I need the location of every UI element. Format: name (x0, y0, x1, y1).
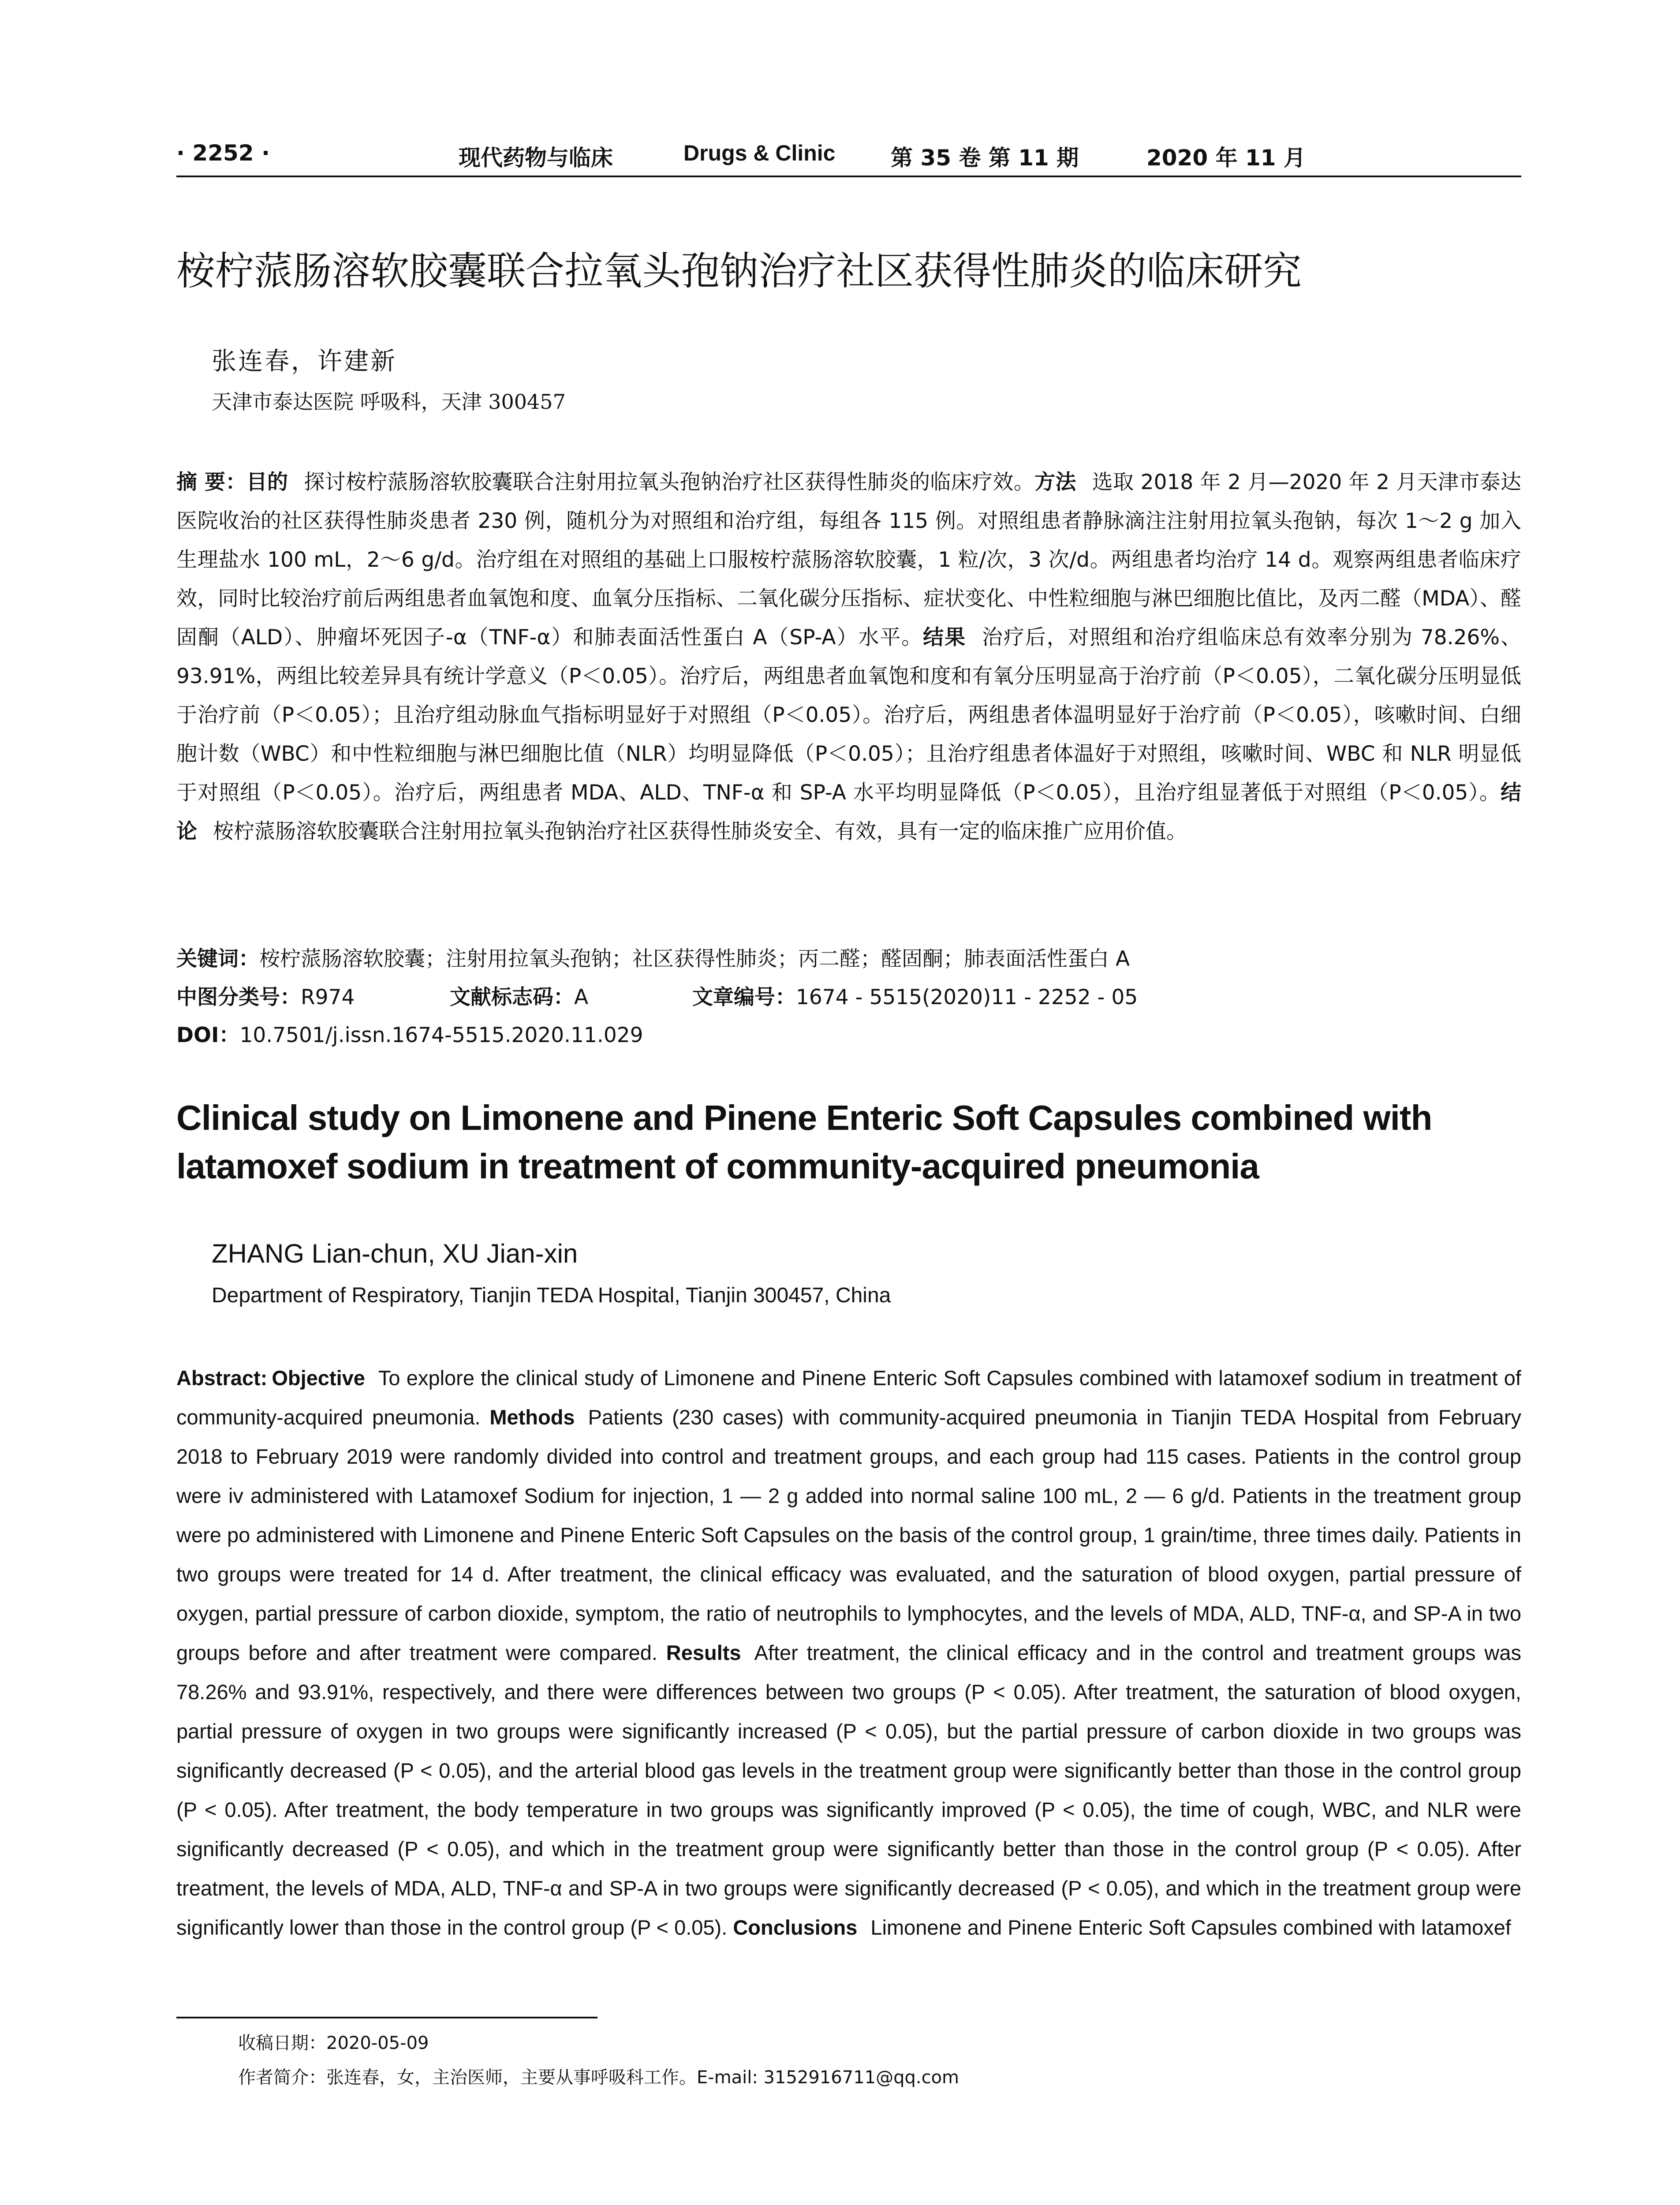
doi-value[interactable]: 10.7501/j.issn.1674-5515.2020.11.029 (239, 1023, 643, 1047)
methods-text-cn: 选取 2018 年 2 月—2020 年 2 月天津市泰达医院收治的社区获得性肺炎患者 230 例，随机分为对照组和治疗组，每组各 115 例。对照组患者静脉滴注注射用拉氧头孢钠，每次 1～2 g 加入生理盐水 100 mL，2～6 g/d。治疗组在对照组的基础上口服桉柠蒎肠溶软胶囊，1 粒/次，3 次/d。两组患者均治疗 14 d。观察两组患者临床疗效，同时比较治疗前后两组患者血氧饱和度、血氧分压指标、二氧化碳分压指标、症状变化、中性粒细胞与淋巴细胞比值比，及丙二醛（MDA）、醛固酮（ALD）、肿瘤坏死因子-α（TNF-α）和肺表面活性蛋白 A（SP-A）水平。 (176, 470, 1522, 650)
author-bio-label: 作者简介： (238, 2067, 326, 2088)
results-text-en: After treatment, the clinical efficacy and in the control and treatment groups was 78.26% and 93.91%, respectively, and there were differences between two groups (P < 0.05). After treatment, the saturation of blood oxygen, partial pressure of oxygen in two groups were significantly increased (P < 0.05), but the partial pressure of carbon dioxide in two groups was significantly decreased (P < 0.05), and the arterial blood gas levels in the treatment group were significantly better than those in the control group (P < 0.05). After treatment, the body temperature in two groups was significantly improved (P < 0.05), the time of cough, WBC, and NLR were significantly decreased (P < 0.05), and which in the treatment group were significantly better than those in the control group (P < 0.05). After treatment, the levels of MDA, ALD, TNF-α and SP-A in two groups were significantly decreased (P < 0.05), and which in the treatment group were significantly lower than those in the control group (P < 0.05). (176, 1641, 1521, 1939)
objective-text-cn: 探讨桉柠蒎肠溶软胶囊联合注射用拉氧头孢钠治疗社区获得性肺炎的临床疗效。 (304, 470, 1035, 494)
results-label-en: Results (666, 1641, 741, 1664)
article-no: 1674 - 5515(2020)11 - 2252 - 05 (796, 985, 1138, 1009)
doc-code: A (574, 985, 589, 1009)
issue-date: 2020 年 11 月 (1146, 145, 1306, 171)
header-rule (176, 176, 1521, 177)
received-date: 2020-05-09 (326, 2033, 429, 2053)
objective-label-en: Objective (272, 1366, 365, 1390)
journal-name-cn: 现代药物与临床 (459, 145, 613, 171)
received-label: 收稿日期： (238, 2033, 326, 2053)
affiliation-en: Department of Respiratory, Tianjin TEDA Hospital, Tianjin 300457, China (212, 1284, 891, 1307)
received-date-note (238, 2031, 429, 2056)
methods-label-en: Methods (489, 1405, 575, 1429)
results-text-cn: 治疗后，对照组和治疗组临床总有效率分别为 78.26%、93.91%，两组比较差异具有统计学意义（P＜0.05）。治疗后，两组患者血氧饱和度和有氧分压明显高于治疗前（P＜0.05），二氧化碳分压明显低于治疗前（P＜0.05）；且治疗组动脉血气指标明显好于对照组（P＜0.05）。治疗后，两组患者体温明显好于治疗前（P＜0.05），咳嗽时间、白细胞计数（WBC）和中性粒细胞与淋巴细胞比值（NLR）均明显降低（P＜0.05）；且治疗组患者体温好于对照组，咳嗽时间、WBC 和 NLR 明显低于对照组（P＜0.05）。治疗后，两组患者 MDA、ALD、TNF-α 和 SP-A 水平均明显降低（P＜0.05），且治疗组显著低于对照组（P＜0.05）。 (176, 625, 1521, 805)
doi-label: DOI： (176, 1023, 240, 1047)
abstract-en-label: Abstract: (176, 1366, 268, 1390)
methods-text-en: Patients (230 cases) with community-acquired pneumonia in Tianjin TEDA Hospital from February 2018 to February 2019 were randomly divided into control and treatment groups, and each group had 115 cases. Patients in the control group were iv administered with Latamoxef Sodium for injection, 1 — 2 g added into normal saline 100 mL, 2 — 6 g/d. Patients in the treatment group were po administered with Limonene and Pinene Enteric Soft Capsules on the basis of the control group, 1 grain/time, three times daily. Patients in two groups were treated for 14 d. After treatment, the clinical efficacy was evaluated, and the saturation of blood oxygen, partial pressure of oxygen, partial pressure of carbon dioxide, symptom, the ratio of neutrophils to lymphocytes, and the levels of MDA, ALD, TNF-α, and SP-A in two groups before and after treatment were compared. (176, 1405, 1521, 1664)
objective-label-cn: 目的 (246, 470, 288, 494)
conclusion-label-cn: 结论 (176, 781, 1521, 844)
abstract-cn (176, 463, 1521, 851)
author-bio-text: 张连春，女，主治医师，主要从事呼吸科工作。E-mail: 3152916711@qq.com (326, 2067, 959, 2088)
doc-code-label: 文献标志码： (450, 985, 574, 1009)
results-label-cn: 结果 (923, 625, 966, 650)
clc-code: R974 (301, 985, 355, 1009)
clc-label: 中图分类号： (176, 985, 301, 1009)
keywords-label: 关键词： (176, 947, 259, 971)
methods-label-cn: 方法 (1034, 470, 1076, 494)
authors-cn: 张连春，许建新 (212, 347, 397, 376)
article-title-en: Clinical study on Limonene and Pinene Enteric Soft Capsules combined with latamoxef sodium in treatment of community-acquired pneumonia (176, 1098, 1432, 1186)
classification-line (176, 984, 1521, 1011)
footnote-rule (176, 2017, 597, 2018)
conclusions-label-en: Conclusions (733, 1916, 858, 1939)
keywords-cn (176, 946, 1521, 972)
volume-issue: 第 35 卷 第 11 期 (891, 145, 1079, 171)
abstract-cn-label: 摘 要： (176, 470, 246, 494)
conclusions-text-en: Limonene and Pinene Enteric Soft Capsules combined with latamoxef (870, 1916, 1511, 1939)
doi-line (176, 1022, 1521, 1049)
article-title-cn: 桉柠蒎肠溶软胶囊联合拉氧头孢钠治疗社区获得性肺炎的临床研究 (176, 248, 1302, 294)
abstract-en (176, 1358, 1521, 1947)
objective-text-en: To explore the clinical study of Limonene and Pinene Enteric Soft Capsules combined with latamoxef sodium in treatment of community-acquired pneumonia. (176, 1366, 1521, 1429)
journal-name-en: Drugs & Clinic (683, 141, 836, 165)
keywords-text: 桉柠蒎肠溶软胶囊；注射用拉氧头孢钠；社区获得性肺炎；丙二醛；醛固酮；肺表面活性蛋白 A (259, 947, 1130, 971)
conclusion-text-cn: 桉柠蒎肠溶软胶囊联合注射用拉氧头孢钠治疗社区获得性肺炎安全、有效，具有一定的临床推广应用价值。 (213, 819, 1187, 844)
authors-en: ZHANG Lian-chun, XU Jian-xin (212, 1239, 578, 1268)
running-header (176, 140, 1521, 171)
author-bio-note (238, 2065, 959, 2090)
page-number: · 2252 · (176, 140, 270, 166)
affiliation-cn: 天津市泰达医院 呼吸科，天津 300457 (212, 390, 566, 414)
article-no-label: 文章编号： (692, 985, 796, 1009)
